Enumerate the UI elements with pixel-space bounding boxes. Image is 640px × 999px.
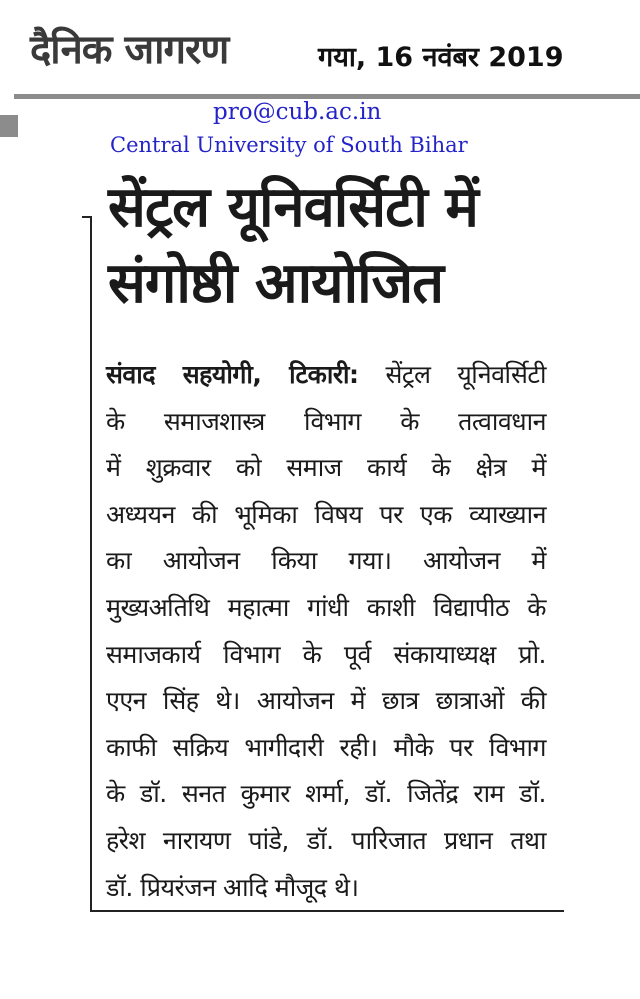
article-body bbox=[106, 352, 546, 911]
source-university: Central University of South Bihar bbox=[110, 133, 468, 157]
source-email: pro@cub.ac.in bbox=[213, 99, 382, 125]
byline: संवाद सहयोगी, टिकारी: bbox=[106, 360, 359, 389]
article-frame-left bbox=[90, 216, 92, 912]
headline-line: सेंट्रल यूनिवर्सिटी में bbox=[108, 175, 478, 240]
masthead-rule-block bbox=[0, 115, 18, 137]
body-line: में शुक्रवार को समाज कार्य के क्षेत्र में bbox=[106, 453, 546, 483]
body-line: हरेश नारायण पांडे, डॉ. पारिजात प्रधान तथा bbox=[106, 825, 546, 855]
body-line: एएन सिंह थे। आयोजन में छात्र छात्राओं की bbox=[106, 686, 546, 716]
body-line: डॉ. प्रियरंजन आदि मौजूद थे। bbox=[106, 872, 359, 902]
dateline: गया, 16 नवंबर 2019 bbox=[318, 42, 564, 73]
body-line: काफी सक्रिय भागीदारी रही। मौके पर विभाग bbox=[106, 732, 546, 762]
body-line: के समाजशास्त्र विभाग के तत्वावधान bbox=[106, 406, 546, 436]
body-line: मुख्यअतिथि महात्मा गांधी काशी विद्यापीठ के bbox=[106, 592, 546, 622]
body-line: का आयोजन किया गया। आयोजन में bbox=[106, 546, 546, 576]
body-line: अध्ययन की भूमिका विषय पर एक व्याख्यान bbox=[106, 499, 546, 529]
body-text: सेंट्रल यूनिवर्सिटी bbox=[385, 360, 546, 389]
body-line bbox=[106, 352, 546, 399]
headline-line: संगोष्ठी आयोजित bbox=[108, 251, 444, 316]
newspaper-masthead: दैनिक जागरण bbox=[30, 27, 229, 73]
article-headline bbox=[108, 170, 608, 322]
body-line: के डॉ. सनत कुमार शर्मा, डॉ. जितेंद्र राम डॉ. bbox=[106, 779, 546, 809]
body-line: समाजकार्य विभाग के पूर्व संकायाध्यक्ष प्रो. bbox=[106, 639, 546, 669]
